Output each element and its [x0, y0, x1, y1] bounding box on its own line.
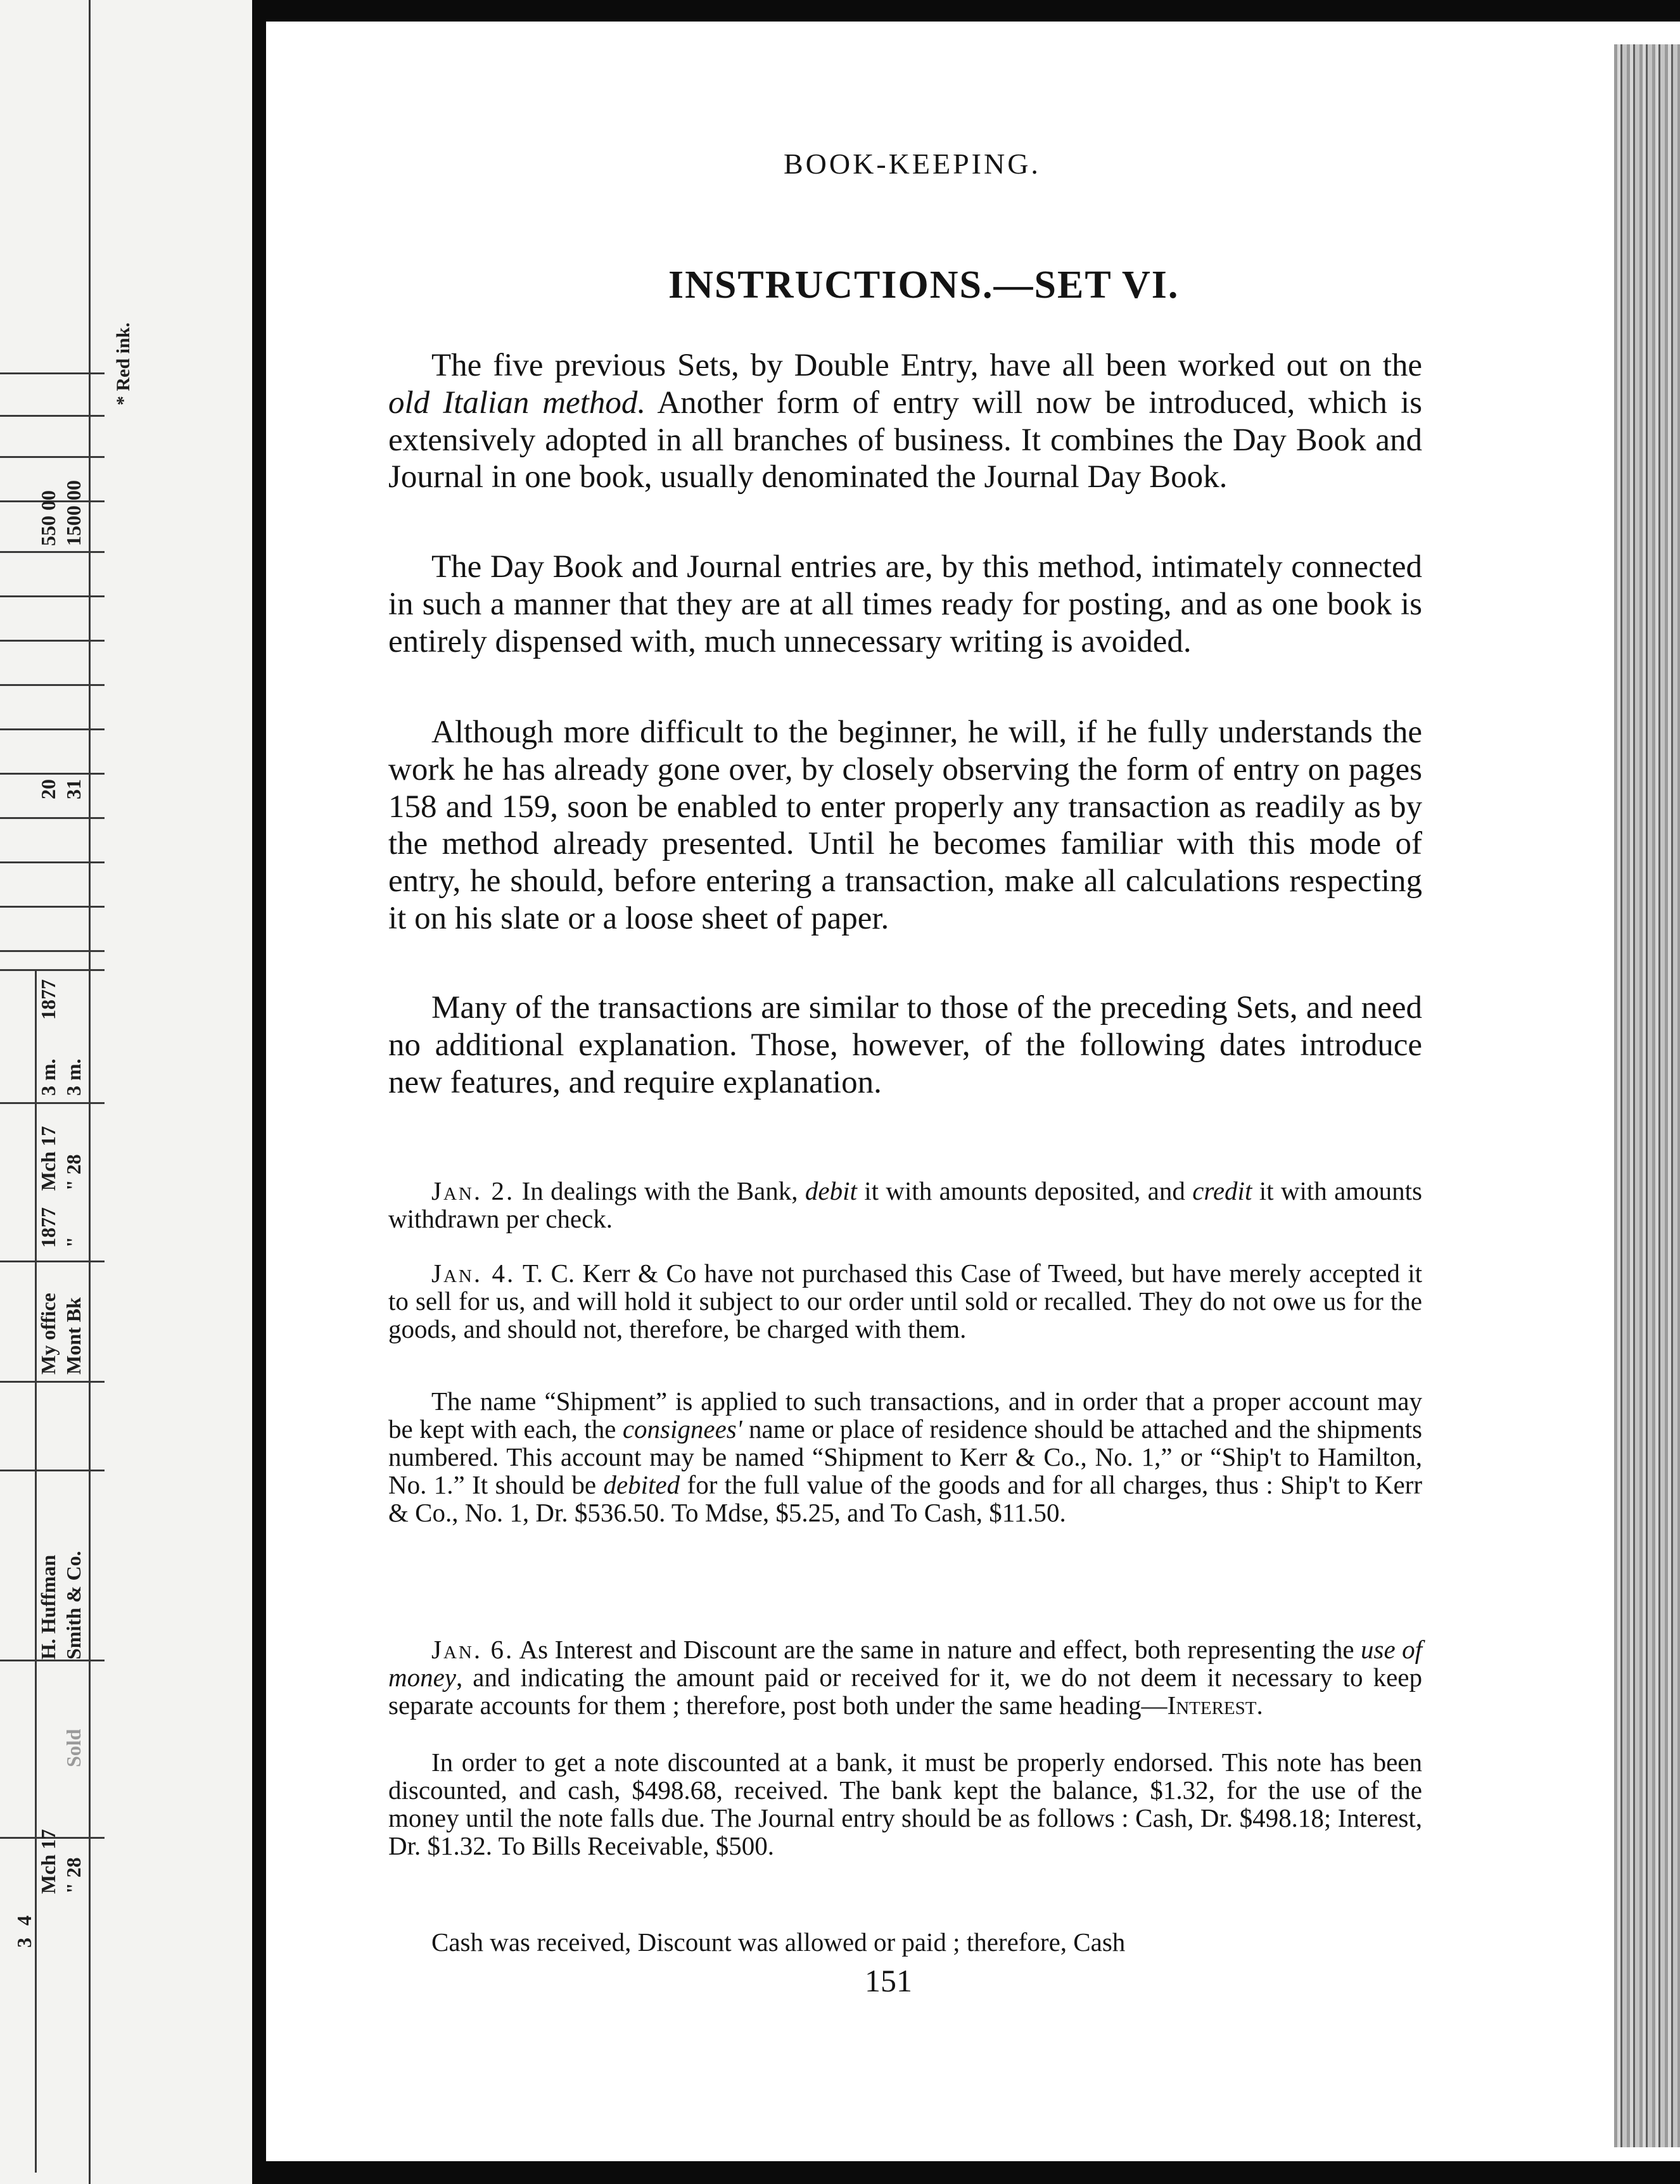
margin-bottom-date: Mch 17 [37, 1829, 60, 1894]
margin-due: Mch 17 [37, 1126, 60, 1191]
scan-top-edge [252, 0, 1680, 22]
margin-year: 1877 [37, 979, 60, 1020]
note-date: Jan. 6. [431, 1635, 514, 1664]
intro-paragraph: The five previous Sets, by Double Entry, have all been worked out on the old Italian method. Another form of entry will now be introduced, which is extensively adopted in all branches of business. It combines the Day Book and Journal in one book, usually denominated the Journal Day Book. [388, 348, 1422, 495]
note-paragraph [388, 1748, 1422, 1860]
margin-note: * Red ink. [113, 322, 134, 405]
scan-bottom-edge [252, 2161, 1680, 2184]
left-margin-foldout [0, 0, 252, 2184]
intro-paragraph: Many of the transactions are similar to those of the preceding Sets, and need no additional explanation. Those, however, of the following dates introduce new features, and require explanation. [388, 990, 1422, 1100]
margin-day: 20 [37, 779, 60, 799]
margin-bottom-num: 3 [13, 1938, 35, 1948]
margin-name: Smith & Co. [62, 1551, 85, 1660]
note-paragraph [388, 1928, 1422, 1956]
note-text: In dealings with the Bank, debit it with amounts deposited, and credit it with amounts withdrawn per check. [388, 1176, 1423, 1233]
note-paragraph [388, 1635, 1422, 1719]
book-gutter [252, 0, 266, 2184]
margin-place: My office [37, 1293, 60, 1375]
note-text: In order to get a note discounted at a bank, it must be properly endorsed. This note has been discounted, and cash, $498.68, received. The bank kept the balance, $1.32, for the use of the money until the note falls due. The Journal entry should be as follows : Cash, Dr. $498.18; Interest, Dr. $1.32. To Bills Receivable, $500. [388, 1748, 1422, 1860]
note-text: Cash was received, Discount was allowed or paid ; therefore, Cash [431, 1927, 1126, 1957]
page-number: 151 [865, 1963, 912, 1998]
margin-year: 1877 [37, 1207, 60, 1248]
margin-term: 3 m. [62, 1058, 85, 1096]
rule [89, 0, 91, 2184]
intro-paragraph: Although more difficult to the beginner, he will, if he fully understands the work he has already gone over, by closely observing the form of entry on pages 158 and 159, soon be enabled to enter properly any transaction as readily as by the method already presented. Until he becomes familiar with this mode of entry, he should, before entering a transaction, make all calculations respecting it on his slate or a loose sheet of paper. [388, 714, 1422, 936]
note-text: As Interest and Discount are the same in nature and effect, both representing the use of money, and indicating the amount paid or received for it, we do not deem it necessary to keep separate accounts for them ; therefore, post both under the same heading—Interest. [388, 1635, 1423, 1720]
note-date: Jan. 4. [431, 1259, 516, 1288]
note-paragraph [388, 1387, 1422, 1527]
margin-year: " [62, 1236, 85, 1248]
margin-day: 31 [62, 779, 85, 799]
margin-name: H. Huffman [37, 1554, 60, 1660]
margin-bottom-date: " 28 [62, 1857, 85, 1894]
page-stack-edge [1614, 44, 1680, 2147]
note-paragraph [388, 1259, 1422, 1343]
running-head: BOOK-KEEPING. [784, 148, 1041, 180]
intro-paragraph: The Day Book and Journal entries are, by this method, intimately connected in such a manner that they are at all times ready for posting, and as one book is entirely dispensed with, much unnecessary writing is avoided. [388, 549, 1422, 659]
note-text: The name “Shipment” is applied to such transactions, and in order that a proper account may be kept with each, the consignees' name or place of residence should be attached and the shipments numbered. This account may be named “Shipment to Kerr & Co., No. 1,” or “Ship't to Hamilton, No. 1.” It should be debited for the full value of the goods and for all charges, thus : Ship't to Kerr & Co., No. 1, Dr. $536.50. To Mdse, $5.25, and To Cash, $11.50. [388, 1387, 1422, 1527]
margin-amount: 550 00 [37, 490, 60, 546]
margin-place: Mont Bk [62, 1297, 85, 1375]
margin-sold: Sold [62, 1729, 85, 1767]
note-paragraph [388, 1177, 1422, 1233]
margin-bottom-num: 4 [13, 1915, 35, 1926]
note-date: Jan. 2. [431, 1176, 515, 1205]
note-text: T. C. Kerr & Co have not purchased this Case of Tweed, but have merely accepted it to sell for us, and will hold it subject to our order until sold or recalled. They do not owe us for the goods, and should not, therefore, be charged with them. [388, 1259, 1422, 1343]
margin-due: " 28 [62, 1154, 85, 1191]
margin-amount: 1500 00 [62, 480, 85, 546]
page-title: INSTRUCTIONS.—SET VI. [668, 263, 1180, 307]
margin-term: 3 m. [37, 1058, 60, 1096]
